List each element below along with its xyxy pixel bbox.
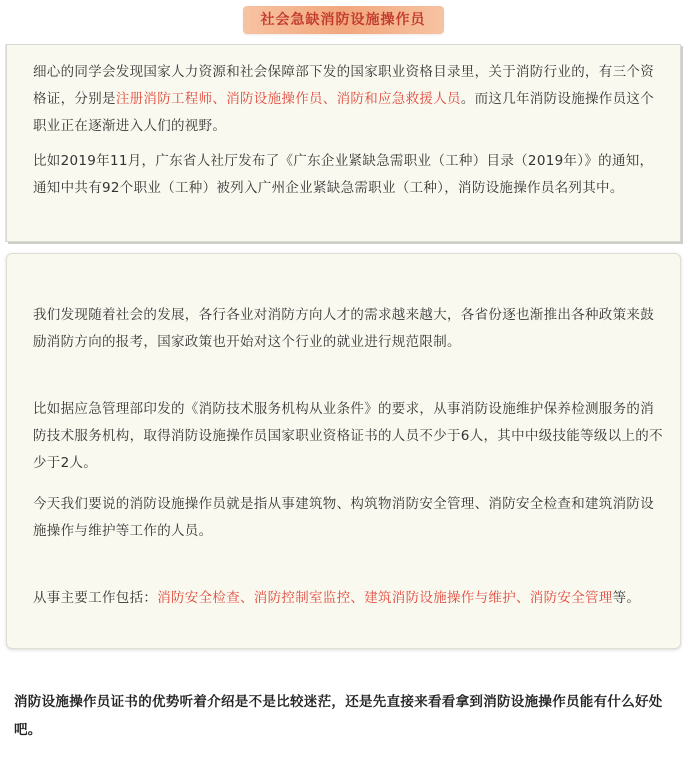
section-title-badge: 社会急缺消防设施操作员 [243, 6, 444, 34]
details-p4-highlight: 消防安全检查、消防控制室监控、建筑消防设施操作与维护、消防安全管理 [157, 590, 613, 606]
footer-paragraph: 消防设施操作员证书的优势听着介绍是不是比较迷茫，还是先直接来看看拿到消防设施操作员能有什么好处吧。 [14, 694, 663, 738]
title-wrap [0, 4, 686, 36]
details-paragraph-2: 比如据应急管理部印发的《消防技术服务机构从业条件》的要求，从事消防设施维护保养检测服务的消防技术服务机构，取得消防设施操作员国家职业资格证书的人员不少于6人，其中中级技能等级以上的不少于2人。 [33, 401, 663, 471]
details-p4-text: 从事主要工作包括： [33, 590, 158, 606]
intro-p1-text-end: 。而这几年消防设施操作员这个职业正在逐渐进入人们的视野。 [33, 91, 655, 134]
details-box [6, 253, 681, 649]
intro-paragraph-1 [33, 59, 665, 140]
intro-paragraph-2: 比如2019年11月，广东省人社厅发布了《广东企业紧缺急需职业（工种）目录（2019年）》的通知，通知中共有92个职业（工种）被列入广州企业紧缺急需职业（工种），消防设施操作员名列其中。 [33, 153, 654, 196]
details-paragraph-1: 我们发现随着社会的发展，各行各业对消防方向人才的需求越来越大，各省份逐也渐推出各种政策来鼓励消防方向的报考，国家政策也开始对这个行业的就业进行规范限制。 [33, 307, 654, 350]
details-p4-text-end: 等。 [612, 590, 641, 606]
details-paragraph-3: 今天我们要说的消防设施操作员就是指从事建筑物、构筑物消防安全管理、消防安全检查和建筑消防设施操作与维护等工作的人员。 [33, 496, 654, 539]
intro-p1-text: 细心的同学会发现国家人力资源和社会保障部下发的国家职业资格目录里，关于消防行业的，有三个资格证，分别是 [33, 64, 654, 107]
intro-p1-highlight: 注册消防工程师、消防设施操作员、消防和应急救援人员 [115, 91, 461, 107]
intro-box [6, 44, 681, 242]
details-paragraph-4 [33, 585, 665, 612]
